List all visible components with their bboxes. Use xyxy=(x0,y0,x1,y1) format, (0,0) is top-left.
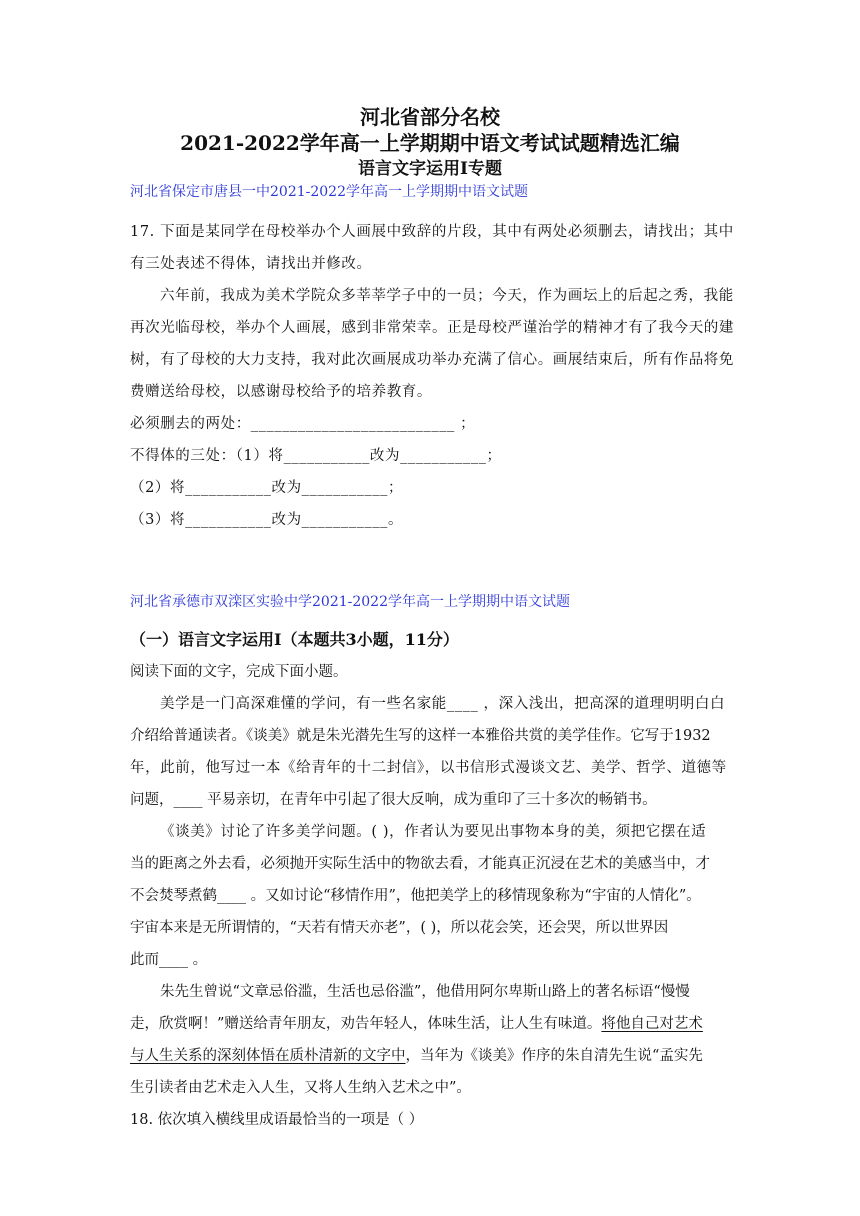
passage-line: 宇宙本来是无所谓情的，“天若有情天亦老”，( )，所以花会笑，还会哭，所以世界因 xyxy=(130,920,669,936)
passage-line: 生引读者由艺术走入人生，又将人生纳入艺术之中”。 xyxy=(130,1080,471,1096)
passage-line: 问题，____ 平易亲切，在青年中引起了很大反响，成为重印了三十多次的畅销书。 xyxy=(130,792,657,808)
speech-paragraph-line: 再次光临母校，举办个人画展，感到非常荣幸。正是母校严谨治学的精神才有了我今天的建 xyxy=(130,320,734,336)
source-link-1[interactable]: 河北省保定市唐县一中2021-2022学年高一上学期期中语文试题 xyxy=(130,184,528,200)
passage-line: 《谈美》讨论了许多美学问题。( )，作者认为要见出事物本身的美，须把它摆在适 xyxy=(160,824,707,840)
instruction-line: 阅读下面的文字，完成下面小题。 xyxy=(130,664,348,680)
answer-line-3: （3）将___________改为___________。 xyxy=(130,512,404,528)
q17-prompt-line: 17. 下面是某同学在母校举办个人画展中致辞的片段，其中有两处必须删去，请找出；其中 xyxy=(130,224,734,240)
document-title: 河北省部分名校 xyxy=(360,105,500,129)
section-heading: （一）语言文字运用Ⅰ（本题共3小题，11分） xyxy=(130,630,459,649)
underlined-sentence: 与人生关系的深刻体悟在质朴清新的文字中 xyxy=(130,1048,406,1064)
answer-line-delete: 必须删去的两处：__________________________ ； xyxy=(130,416,476,432)
speech-paragraph-line: 树，有了母校的大力支持，我对此次画展成功举办充满了信心。画展结束后，所有作品将免 xyxy=(130,352,734,368)
q17-prompt-line: 有三处表述不得体，请找出并修改。 xyxy=(130,256,372,272)
passage-line: 朱先生曾说“文章忌俗滥，生活也忌俗滥”，他借用阿尔卑斯山路上的著名标语“慢慢 xyxy=(160,984,690,1000)
passage-line xyxy=(130,1008,730,1040)
answer-line-2: （2）将___________改为___________； xyxy=(130,480,404,496)
speech-paragraph-line: 费赠送给母校，以感谢母校给予的培养教育。 xyxy=(130,384,432,400)
document-subtitle: 2021-2022学年高一上学期期中语文考试试题精选汇编 xyxy=(180,131,680,155)
passage-line xyxy=(130,1040,730,1072)
passage-line: 年，此前，他写过一本《给青年的十二封信》，以书信形式漫谈文艺、美学、哲学、道德等 xyxy=(130,760,727,776)
document-header xyxy=(0,104,860,181)
question-18: 18. 依次填入横线里成语最恰当的一项是（ ） xyxy=(130,1112,424,1128)
reading-passage xyxy=(130,656,730,1136)
passage-text: 走，欣赏啊！”赠送给青年朋友，劝告年轻人，体味生活，让人生有味道。 xyxy=(130,1016,602,1032)
passage-line: 介绍给普通读者。《谈美》就是朱光潜先生写的这样一本雅俗共赏的美学佳作。它写于1932 xyxy=(130,728,711,744)
speech-paragraph-line: 六年前，我成为美术学院众多莘莘学子中的一员；今天，作为画坛上的后起之秀，我能 xyxy=(160,288,734,304)
passage-line: 此而____ 。 xyxy=(130,952,208,968)
passage-line: 不会焚琴煮鹤____ 。又如讨论“移情作用”，他把美学上的移情现象称为“宇宙的人情化”。 xyxy=(130,888,701,904)
document-topic: 语言文字运用Ⅰ专题 xyxy=(358,159,502,179)
source-link-2[interactable]: 河北省承德市双滦区实验中学2021-2022学年高一上学期期中语文试题 xyxy=(130,594,570,610)
answer-line-1: 不得体的三处：（1）将___________改为___________； xyxy=(130,448,502,464)
question-17 xyxy=(130,216,734,536)
passage-line: 美学是一门高深难懂的学问，有一些名家能____ ，深入浅出，把高深的道理明明白白 xyxy=(160,696,726,712)
passage-line: 当的距离之外去看，必须抛开实际生活中的物欲去看，才能真正沉浸在艺术的美感当中，才 xyxy=(130,856,710,872)
underlined-sentence: 将他自己对艺术 xyxy=(601,1016,703,1032)
passage-text: ，当年为《谈美》作序的朱自清先生说“孟实先 xyxy=(405,1048,703,1064)
